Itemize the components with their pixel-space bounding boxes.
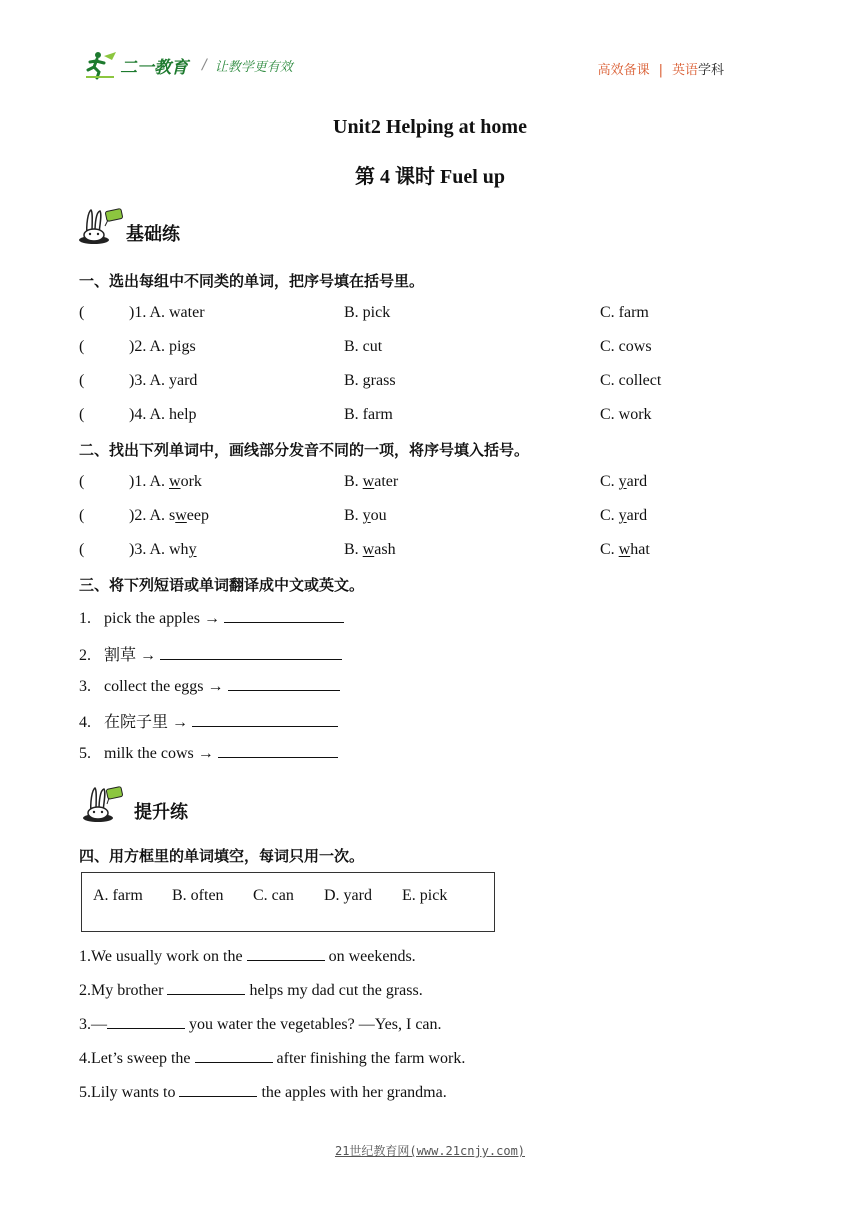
q3-heading: 三、将下列短语或单词翻译成中文或英文。 bbox=[79, 576, 365, 594]
option-c: C. yard bbox=[600, 507, 648, 524]
option-a: )2. A. sweep bbox=[129, 507, 209, 524]
answer-paren: ( bbox=[79, 304, 85, 321]
option-b: B. farm bbox=[344, 406, 393, 423]
header-divider: | bbox=[658, 63, 663, 78]
page-title: Unit2 Helping at home bbox=[333, 116, 527, 138]
fill-sentence: 2.My brother helps my dad cut the grass. bbox=[79, 982, 423, 999]
option-c: C. collect bbox=[600, 372, 662, 389]
option-a: )1. A. water bbox=[129, 304, 205, 321]
q1-row bbox=[79, 338, 779, 360]
option-b: B. water bbox=[344, 473, 399, 490]
answer-paren: ( bbox=[79, 473, 85, 490]
brand-slogan: 让教学更有效 bbox=[214, 59, 293, 75]
q1-heading: 一、选出每组中不同类的单词，把序号填在括号里。 bbox=[79, 272, 425, 290]
word-option: E. pick bbox=[402, 887, 448, 904]
footer-link[interactable]: 21世纪教育网(www.21cnjy.com) bbox=[334, 1144, 526, 1158]
q2-row bbox=[79, 507, 779, 529]
answer-paren: ( bbox=[79, 507, 85, 524]
answer-paren: ( bbox=[79, 372, 85, 389]
section-advanced-badge bbox=[78, 784, 188, 824]
q1-row bbox=[79, 304, 779, 326]
answer-blank[interactable] bbox=[167, 980, 245, 995]
page-subtitle: 第 4 课时 Fuel up bbox=[354, 166, 506, 188]
header-tag-prep: 高效备课 bbox=[597, 63, 650, 78]
option-c: C. work bbox=[600, 406, 652, 423]
answer-blank[interactable] bbox=[179, 1082, 257, 1097]
option-c: C. farm bbox=[600, 304, 649, 321]
option-a: )1. A. work bbox=[129, 473, 202, 490]
answer-paren: ( bbox=[79, 406, 85, 423]
section-basic-badge bbox=[78, 206, 180, 246]
answer-blank[interactable] bbox=[228, 676, 340, 691]
answer-blank[interactable] bbox=[192, 712, 338, 727]
option-a: )4. A. help bbox=[129, 406, 197, 423]
option-b: B. pick bbox=[344, 304, 391, 321]
option-c: C. cows bbox=[600, 338, 652, 355]
word-bank-box bbox=[81, 872, 495, 932]
option-a: )2. A. pigs bbox=[129, 338, 196, 355]
option-a: )3. A. why bbox=[129, 541, 197, 558]
answer-blank[interactable] bbox=[224, 608, 344, 623]
fill-sentence: 5.Lily wants to the apples with her grandma. bbox=[79, 1084, 447, 1101]
option-b: B. wash bbox=[344, 541, 396, 558]
option-a: )3. A. yard bbox=[129, 372, 198, 389]
word-option: C. can bbox=[253, 887, 294, 904]
word-option: A. farm bbox=[93, 887, 143, 904]
bunny-icon bbox=[78, 784, 124, 824]
word-option: B. often bbox=[172, 887, 224, 904]
q2-row bbox=[79, 473, 779, 495]
q1-row bbox=[79, 372, 779, 394]
q1-row bbox=[79, 406, 779, 428]
word-option: D. yard bbox=[324, 887, 372, 904]
option-c: C. yard bbox=[600, 473, 648, 490]
option-b: B. you bbox=[344, 507, 387, 524]
runner-logo-icon bbox=[84, 50, 118, 80]
answer-blank[interactable] bbox=[107, 1014, 185, 1029]
section-basic-label: 基础练 bbox=[126, 224, 180, 245]
answer-blank[interactable] bbox=[218, 743, 338, 758]
translation-item: 2. 割草 → bbox=[79, 642, 342, 665]
header-tag-subject: 学科 bbox=[697, 63, 724, 78]
translation-item: 4. 在院子里 → bbox=[79, 709, 338, 732]
translation-item: 3. collect the eggs → bbox=[79, 676, 340, 696]
answer-blank[interactable] bbox=[195, 1048, 273, 1063]
translation-item: 5. milk the cows → bbox=[79, 743, 338, 763]
brand-logo bbox=[84, 50, 293, 80]
option-b: B. cut bbox=[344, 338, 383, 355]
fill-sentence: 1.We usually work on the on weekends. bbox=[79, 948, 416, 965]
translation-item: 1. pick the apples → bbox=[79, 608, 344, 628]
subject-label bbox=[598, 59, 724, 78]
option-c: C. what bbox=[600, 541, 650, 558]
brand-name: 二一教育 bbox=[120, 57, 188, 78]
answer-blank[interactable] bbox=[160, 645, 342, 660]
fill-sentence: 3.— you water the vegetables? —Yes, I can. bbox=[79, 1016, 442, 1033]
answer-paren: ( bbox=[79, 541, 85, 558]
answer-blank[interactable] bbox=[247, 946, 325, 961]
section-advanced-label: 提升练 bbox=[134, 802, 188, 823]
q2-heading: 二、找出下列单词中，画线部分发音不同的一项，将序号填入括号。 bbox=[79, 441, 530, 459]
header-tag-english: 英语 bbox=[671, 63, 698, 78]
fill-sentence: 4.Let’s sweep the after finishing the farm work. bbox=[79, 1050, 466, 1067]
page-footer bbox=[0, 1142, 860, 1159]
q2-row bbox=[79, 541, 779, 563]
bunny-icon bbox=[78, 206, 124, 246]
q4-heading: 四、用方框里的单词填空，每词只用一次。 bbox=[79, 847, 365, 865]
option-b: B. grass bbox=[344, 372, 396, 389]
answer-paren: ( bbox=[79, 338, 85, 355]
brand-separator: / bbox=[202, 57, 207, 73]
page-header bbox=[84, 50, 724, 84]
